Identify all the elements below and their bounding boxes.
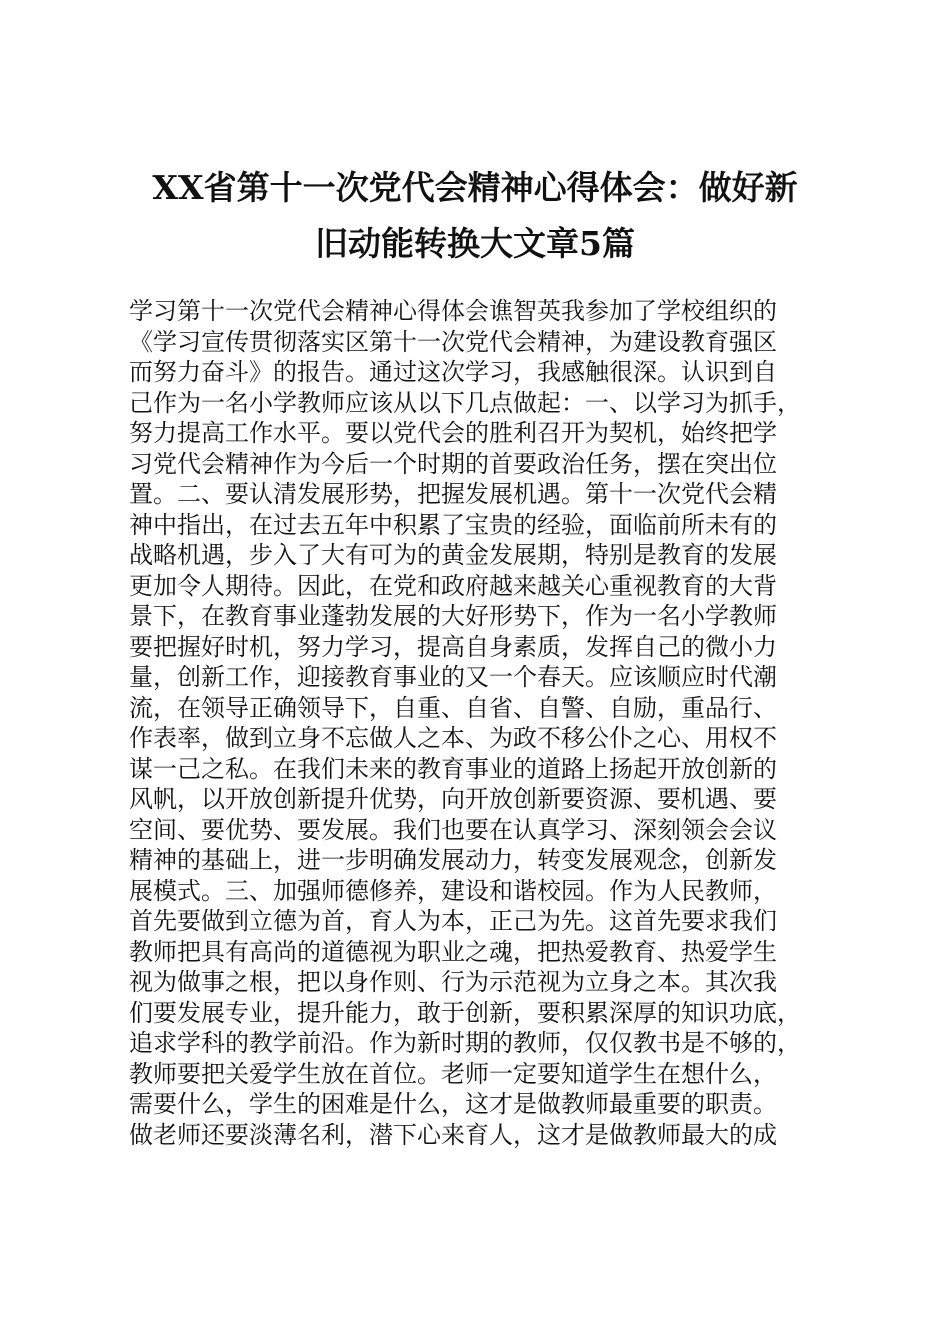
title-line-2: 旧动能转换大文章5篇 [315, 224, 635, 263]
body-line: 努力提高工作水平。要以党代会的胜利召开为契机，始终把学 [129, 419, 777, 447]
body-line: 教师要把关爱学生放在首位。老师一定要知道学生在想什么， [129, 1059, 777, 1088]
body-line: 首先要做到立德为首，育人为本，正己为先。这首先要求我们 [129, 907, 777, 935]
body-line: 视为做事之根，把以身作则、行为示范视为立身之本。其次我 [129, 968, 777, 996]
body-line: 学习第十一次党代会精神心得体会谯智英我参加了学校组织的 [129, 297, 777, 325]
body-line: 需要什么，学生的困难是什么，这才是做教师最重要的职责。 [129, 1090, 777, 1118]
body-line: 习党代会精神作为今后一个时期的首要政治任务，摆在突出位 [129, 449, 777, 478]
body-line: 景下，在教育事业蓬勃发展的大好形势下，作为一名小学教师 [129, 602, 777, 630]
body-line: 《学习宣传贯彻落实区第十一次党代会精神，为建设教育强区 [129, 327, 777, 356]
body-line: 作表率，做到立身不忘做人之本、为政不移公仆之心、用权不 [129, 724, 777, 752]
body-line: 神中指出，在过去五年中积累了宝贵的经验，面临前所未有的 [129, 510, 777, 539]
document-body [129, 296, 849, 1150]
body-line: 量，创新工作，迎接教育事业的又一个春天。应该顺应时代潮 [129, 663, 777, 691]
body-line: 展模式。三、加强师德修养，建设和谐校园。作为人民教师， [129, 876, 777, 905]
body-line: 置。二、要认清发展形势，把握发展机遇。第十一次党代会精 [129, 480, 777, 508]
body-line: 做老师还要淡薄名利，潜下心来育人，这才是做教师最大的成 [129, 1120, 777, 1149]
body-line: 己作为一名小学教师应该从以下几点做起：一、以学习为抓手， [129, 388, 801, 417]
body-line: 谋一己之私。在我们未来的教育事业的道路上扬起开放创新的 [129, 754, 777, 783]
body-line: 精神的基础上，进一步明确发展动力，转变发展观念，创新发 [129, 846, 777, 874]
body-line: 战略机遇，步入了大有可为的黄金发展期，特别是教育的发展 [129, 541, 777, 569]
body-line: 要把握好时机，努力学习，提高自身素质，发挥自己的微小力 [129, 632, 777, 661]
body-line: 教师把具有高尚的道德视为职业之魂，把热爱教育、热爱学生 [129, 937, 777, 966]
body-line: 更加令人期待。因此，在党和政府越来越关心重视教育的大背 [129, 571, 777, 600]
body-line: 流，在领导正确领导下，自重、自省、自警、自励，重品行、 [129, 693, 777, 722]
body-line: 而努力奋斗》的报告。通过这次学习，我感触很深。认识到自 [129, 358, 777, 386]
title-line-1: XX省第十一次党代会精神心得体会：做好新 [152, 168, 798, 207]
body-line: 风帆，以开放创新提升优势，向开放创新要资源、要机遇、要 [129, 785, 777, 813]
body-line: 们要发展专业，提升能力，敢于创新，要积累深厚的知识功底， [129, 998, 801, 1027]
document-title [100, 160, 850, 272]
body-line: 空间、要优势、要发展。我们也要在认真学习、深刻领会会议 [129, 815, 777, 844]
body-line: 追求学科的教学前沿。作为新时期的教师，仅仅教书是不够的， [129, 1029, 801, 1057]
